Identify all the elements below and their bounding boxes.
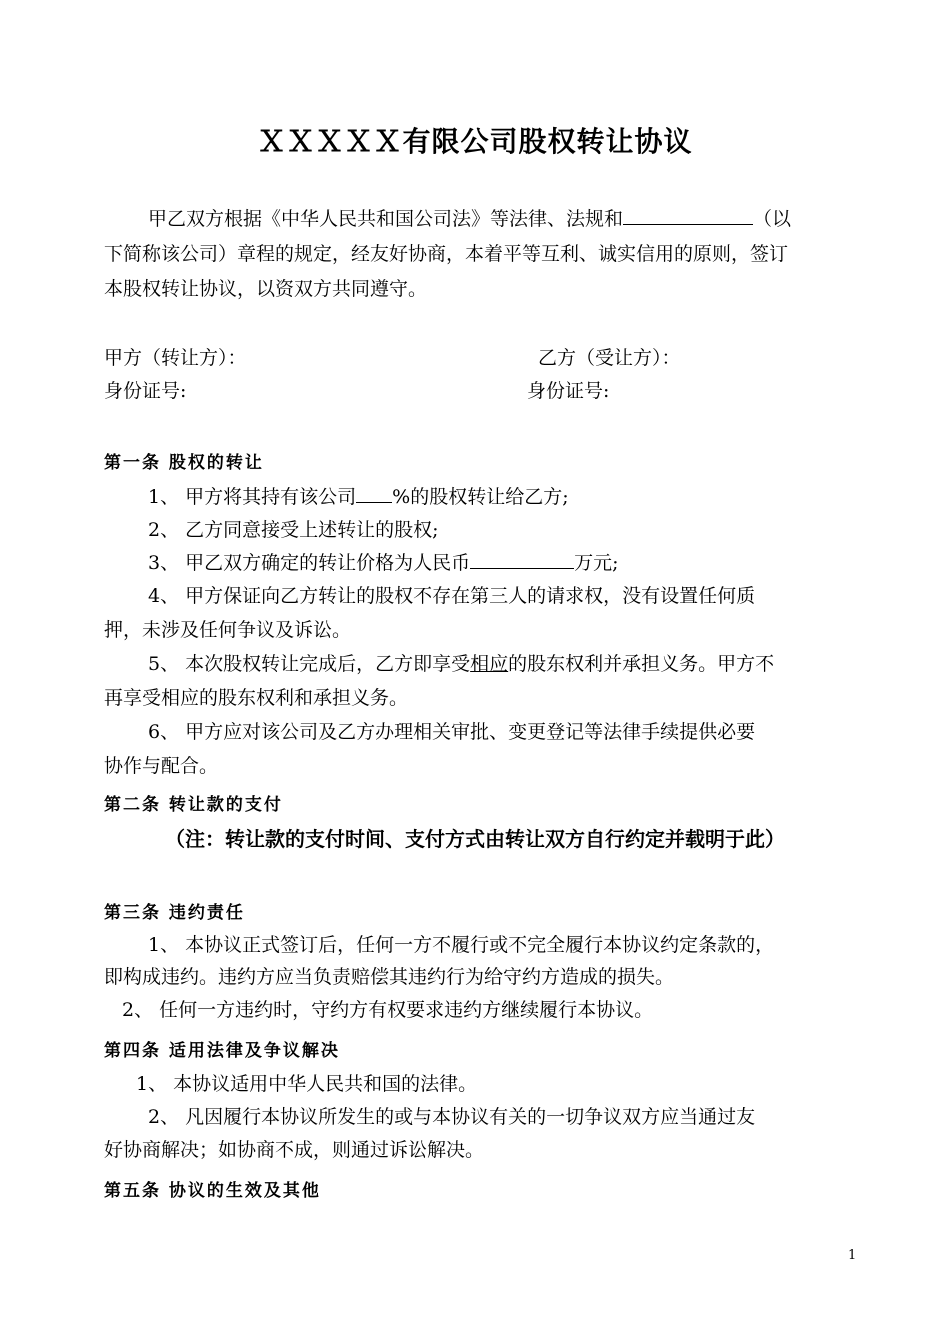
intro-line-3: 本股权转让协议，以资双方共同遵守。 <box>104 278 428 300</box>
intro-line-2: 下简称该公司）章程的规定，经友好协商，本着平等互利、诚实信用的原则，签订 <box>104 243 789 265</box>
article-1-item-4-line-2: 押，未涉及任何争议及诉讼。 <box>104 619 352 641</box>
article-1-item-6-line-1: 6、 甲方应对该公司及乙方办理相关审批、变更登记等法律手续提供必要 <box>148 721 756 743</box>
article-3-heading: 第三条 违约责任 <box>104 903 245 923</box>
article-1-item-5-line-2: 再享受相应的股东权利和承担义务。 <box>104 687 409 709</box>
percentage-blank <box>356 484 392 503</box>
article-2-note: （注：转让款的支付时间、支付方式由转让双方自行约定并载明于此） <box>165 827 785 851</box>
article-1-item-4-line-1: 4、 甲方保证向乙方转让的股权不存在第三人的请求权，没有设置任何质 <box>148 585 756 607</box>
article-1-item-3 <box>148 548 619 578</box>
article-4-heading: 第四条 适用法律及争议解决 <box>104 1041 340 1061</box>
article-3-item-1-line-2: 即构成违约。违约方应当负责赔偿其违约行为给守约方造成的损失。 <box>104 966 675 988</box>
party-a-label: 甲方（转让方）： <box>104 347 247 369</box>
page-number: 1 <box>848 1248 857 1263</box>
company-name-blank <box>623 206 753 225</box>
article-1-item-1 <box>148 482 569 512</box>
article-2-heading: 第二条 转让款的支付 <box>104 795 283 815</box>
article-1-item-6-line-2: 协作与配合。 <box>104 755 219 777</box>
item-text: 1、 甲方将其持有该公司 <box>148 486 357 508</box>
item-text: 3、 甲乙双方确定的转让价格为人民币 <box>148 552 471 574</box>
article-4-item-2-line-2: 好协商解决；如协商不成，则通过诉讼解决。 <box>104 1139 485 1161</box>
underlined-text: 相应 <box>470 653 509 675</box>
intro-text-b: （以 <box>753 208 792 230</box>
item-text: 的股东权利并承担义务。甲方不 <box>508 653 775 675</box>
item-text: 万元; <box>574 552 619 574</box>
intro-text-a: 甲乙双方根据《中华人民共和国公司法》等法律、法规和 <box>148 208 624 230</box>
article-4-item-1: 1、 本协议适用中华人民共和国的法律。 <box>136 1073 478 1095</box>
party-a-id-label: 身份证号: <box>104 380 187 402</box>
article-1-heading: 第一条 股权的转让 <box>104 453 264 473</box>
article-5-heading: 第五条 协议的生效及其他 <box>104 1181 321 1201</box>
price-blank <box>470 550 574 569</box>
article-1-item-2: 2、 乙方同意接受上述转让的股权; <box>148 519 439 541</box>
party-b-id-label: 身份证号: <box>527 380 610 402</box>
article-3-item-2: 2、 任何一方违约时，守约方有权要求违约方继续履行本协议。 <box>122 999 654 1021</box>
article-1-item-5-line-1 <box>148 649 774 679</box>
article-3-item-1-line-1: 1、 本协议正式签订后，任何一方不履行或不完全履行本协议约定条款的， <box>148 934 775 956</box>
article-4-item-2-line-1: 2、 凡因履行本协议所发生的或与本协议有关的一切争议双方应当通过友 <box>148 1106 756 1128</box>
item-text: 5、 本次股权转让完成后，乙方即享受 <box>148 653 471 675</box>
intro-line-1 <box>148 204 791 234</box>
item-text: %的股权转让给乙方; <box>392 486 569 508</box>
document-title: ＸＸＸＸＸ有限公司股权转让协议 <box>257 125 693 158</box>
party-b-label: 乙方（受让方）： <box>538 347 681 369</box>
